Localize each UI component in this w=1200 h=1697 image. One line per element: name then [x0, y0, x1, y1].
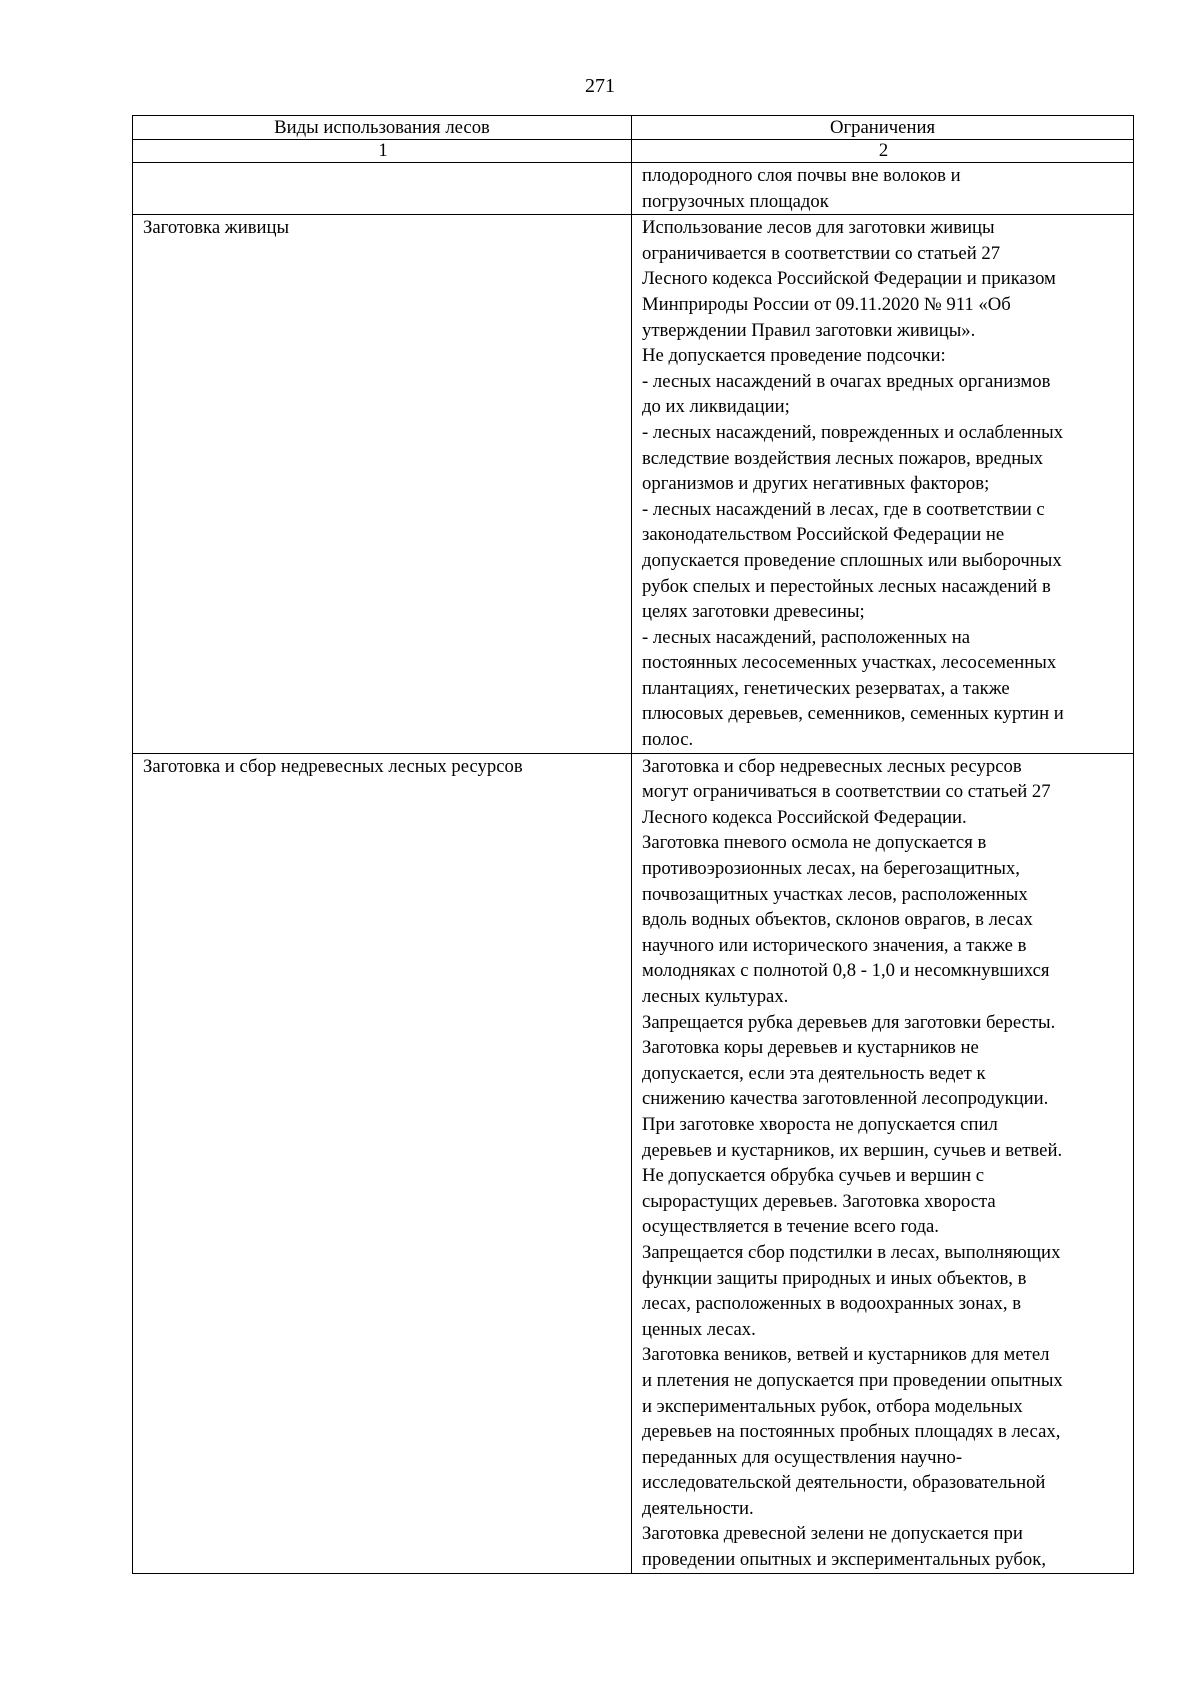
restriction-line: могут ограничиваться в соответствии со статьей 27	[642, 781, 1051, 803]
restriction-line: почвозащитных участках лесов, расположенных	[642, 883, 1028, 905]
restriction-line: противоэрозионных лесах, на берегозащитных,	[642, 858, 1020, 880]
restriction-line: исследовательской деятельности, образовательной	[642, 1472, 1046, 1494]
restriction-line: Не допускается проведение подсочки:	[642, 345, 946, 367]
restriction-line: плантациях, генетических резерватах, а также	[642, 677, 1010, 699]
header-restrictions: Ограничения	[632, 116, 1134, 140]
restriction-line: деревьев и кустарников, их вершин, сучьев и ветвей.	[642, 1139, 1063, 1161]
header-forest-use-types: Виды использования лесов	[133, 116, 632, 140]
restrictions-cell	[632, 215, 1134, 753]
restriction-line: допускается, если эта деятельность ведет к	[642, 1062, 986, 1084]
restriction-line: При заготовке хвороста не допускается спил	[642, 1113, 998, 1135]
restriction-line: вследствие воздействия лесных пожаров, вредных	[642, 447, 1044, 469]
table-row	[133, 753, 1134, 1573]
restriction-line: плодородного слоя почвы вне волоков и	[642, 165, 961, 186]
restriction-line: снижению качества заготовленной лесопродукции.	[642, 1088, 1049, 1110]
table-body	[133, 163, 1134, 1574]
restrictions-cell	[632, 753, 1134, 1573]
forest-use-type-cell: Заготовка и сбор недревесных лесных ресурсов	[133, 753, 632, 1573]
restriction-line: организмов и других негативных факторов;	[642, 473, 990, 495]
restriction-line: - лесных насаждений, расположенных на	[642, 626, 971, 648]
restriction-line: - лесных насаждений, поврежденных и ослабленных	[642, 421, 1064, 443]
column-number-1: 1	[133, 140, 632, 163]
restriction-line: функции защиты природных и иных объектов, в	[642, 1267, 1027, 1289]
restriction-line: Лесного кодекса Российской Федерации.	[642, 806, 967, 828]
restriction-line: лесах, расположенных в водоохранных зонах, в	[642, 1293, 1022, 1315]
restriction-line: погрузочных площадок	[642, 190, 829, 212]
restriction-line: Заготовка и сбор недревесных лесных ресурсов	[642, 755, 1022, 777]
restriction-line: постоянных лесосеменных участках, лесосеменных	[642, 652, 1057, 674]
forest-use-type-cell	[133, 163, 632, 215]
restriction-line: до их ликвидации;	[642, 396, 790, 418]
restriction-line: и экспериментальных рубок, отбора модельных	[642, 1395, 1023, 1417]
restriction-line: вдоль водных объектов, склонов оврагов, в лесах	[642, 909, 1033, 931]
restriction-line: Заготовка пневого осмола не допускается в	[642, 832, 987, 854]
restriction-line: законодательством Российской Федерации не	[642, 524, 1005, 546]
restriction-line: Не допускается обрубка сучьев и вершин с	[642, 1165, 985, 1187]
restriction-line: и плетения не допускается при проведении опытных	[642, 1369, 1063, 1391]
restriction-line: - лесных насаждений в лесах, где в соответствии с	[642, 498, 1045, 520]
restriction-line: научного или исторического значения, а также в	[642, 934, 1027, 956]
restriction-line: деятельности.	[642, 1497, 754, 1519]
restriction-line: допускается проведение сплошных или выборочных	[642, 549, 1062, 571]
restrictions-cell	[632, 163, 1134, 215]
table-header-row	[133, 116, 1134, 140]
forest-use-type-cell: Заготовка живицы	[133, 215, 632, 753]
restriction-line: Запрещается сбор подстилки в лесах, выполняющих	[642, 1241, 1061, 1263]
restriction-line: утверждении Правил заготовки живицы».	[642, 319, 976, 341]
column-number-row	[133, 140, 1134, 163]
restriction-line: - лесных насаждений в очагах вредных организмов	[642, 370, 1051, 392]
restriction-line: Заготовка веников, ветвей и кустарников для метел	[642, 1344, 1050, 1366]
restriction-line: проведении опытных и экспериментальных рубок,	[642, 1549, 1046, 1571]
column-number-2: 2	[632, 140, 1134, 163]
page-number: 271	[585, 75, 615, 97]
table-row	[133, 215, 1134, 753]
restriction-line: осуществляется в течение всего года.	[642, 1216, 939, 1238]
restriction-line: переданных для осуществления научно-	[642, 1446, 963, 1468]
restriction-line: Заготовка древесной зелени не допускается при	[642, 1523, 1023, 1545]
restriction-line: молодняках с полнотой 0,8 - 1,0 и несомкнувшихся	[642, 960, 1050, 982]
restriction-line: Лесного кодекса Российской Федерации и приказом	[642, 268, 1056, 290]
restriction-line: целях заготовки древесины;	[642, 601, 865, 623]
restriction-line: ценных лесах.	[642, 1318, 756, 1340]
restriction-line: Заготовка коры деревьев и кустарников не	[642, 1037, 979, 1059]
restrictions-table	[132, 115, 1134, 1574]
restriction-line: Запрещается рубка деревьев для заготовки бересты.	[642, 1011, 1056, 1033]
restriction-line: лесных культурах.	[642, 986, 789, 1007]
restriction-line: Использование лесов для заготовки живицы	[642, 217, 995, 239]
restriction-line: полос.	[642, 729, 694, 751]
restriction-line: рубок спелых и перестойных лесных насаждений в	[642, 575, 1051, 597]
restriction-line: деревьев на постоянных пробных площадях в лесах,	[642, 1421, 1061, 1443]
table-row	[133, 163, 1134, 215]
restriction-line: плюсовых деревьев, семенников, семенных куртин и	[642, 703, 1064, 725]
restriction-line: ограничивается в соответствии со статьей 27	[642, 242, 1001, 264]
restriction-line: сырорастущих деревьев. Заготовка хвороста	[642, 1190, 996, 1212]
restriction-line: Минприроды России от 09.11.2020 № 911 «Об	[642, 293, 1011, 315]
